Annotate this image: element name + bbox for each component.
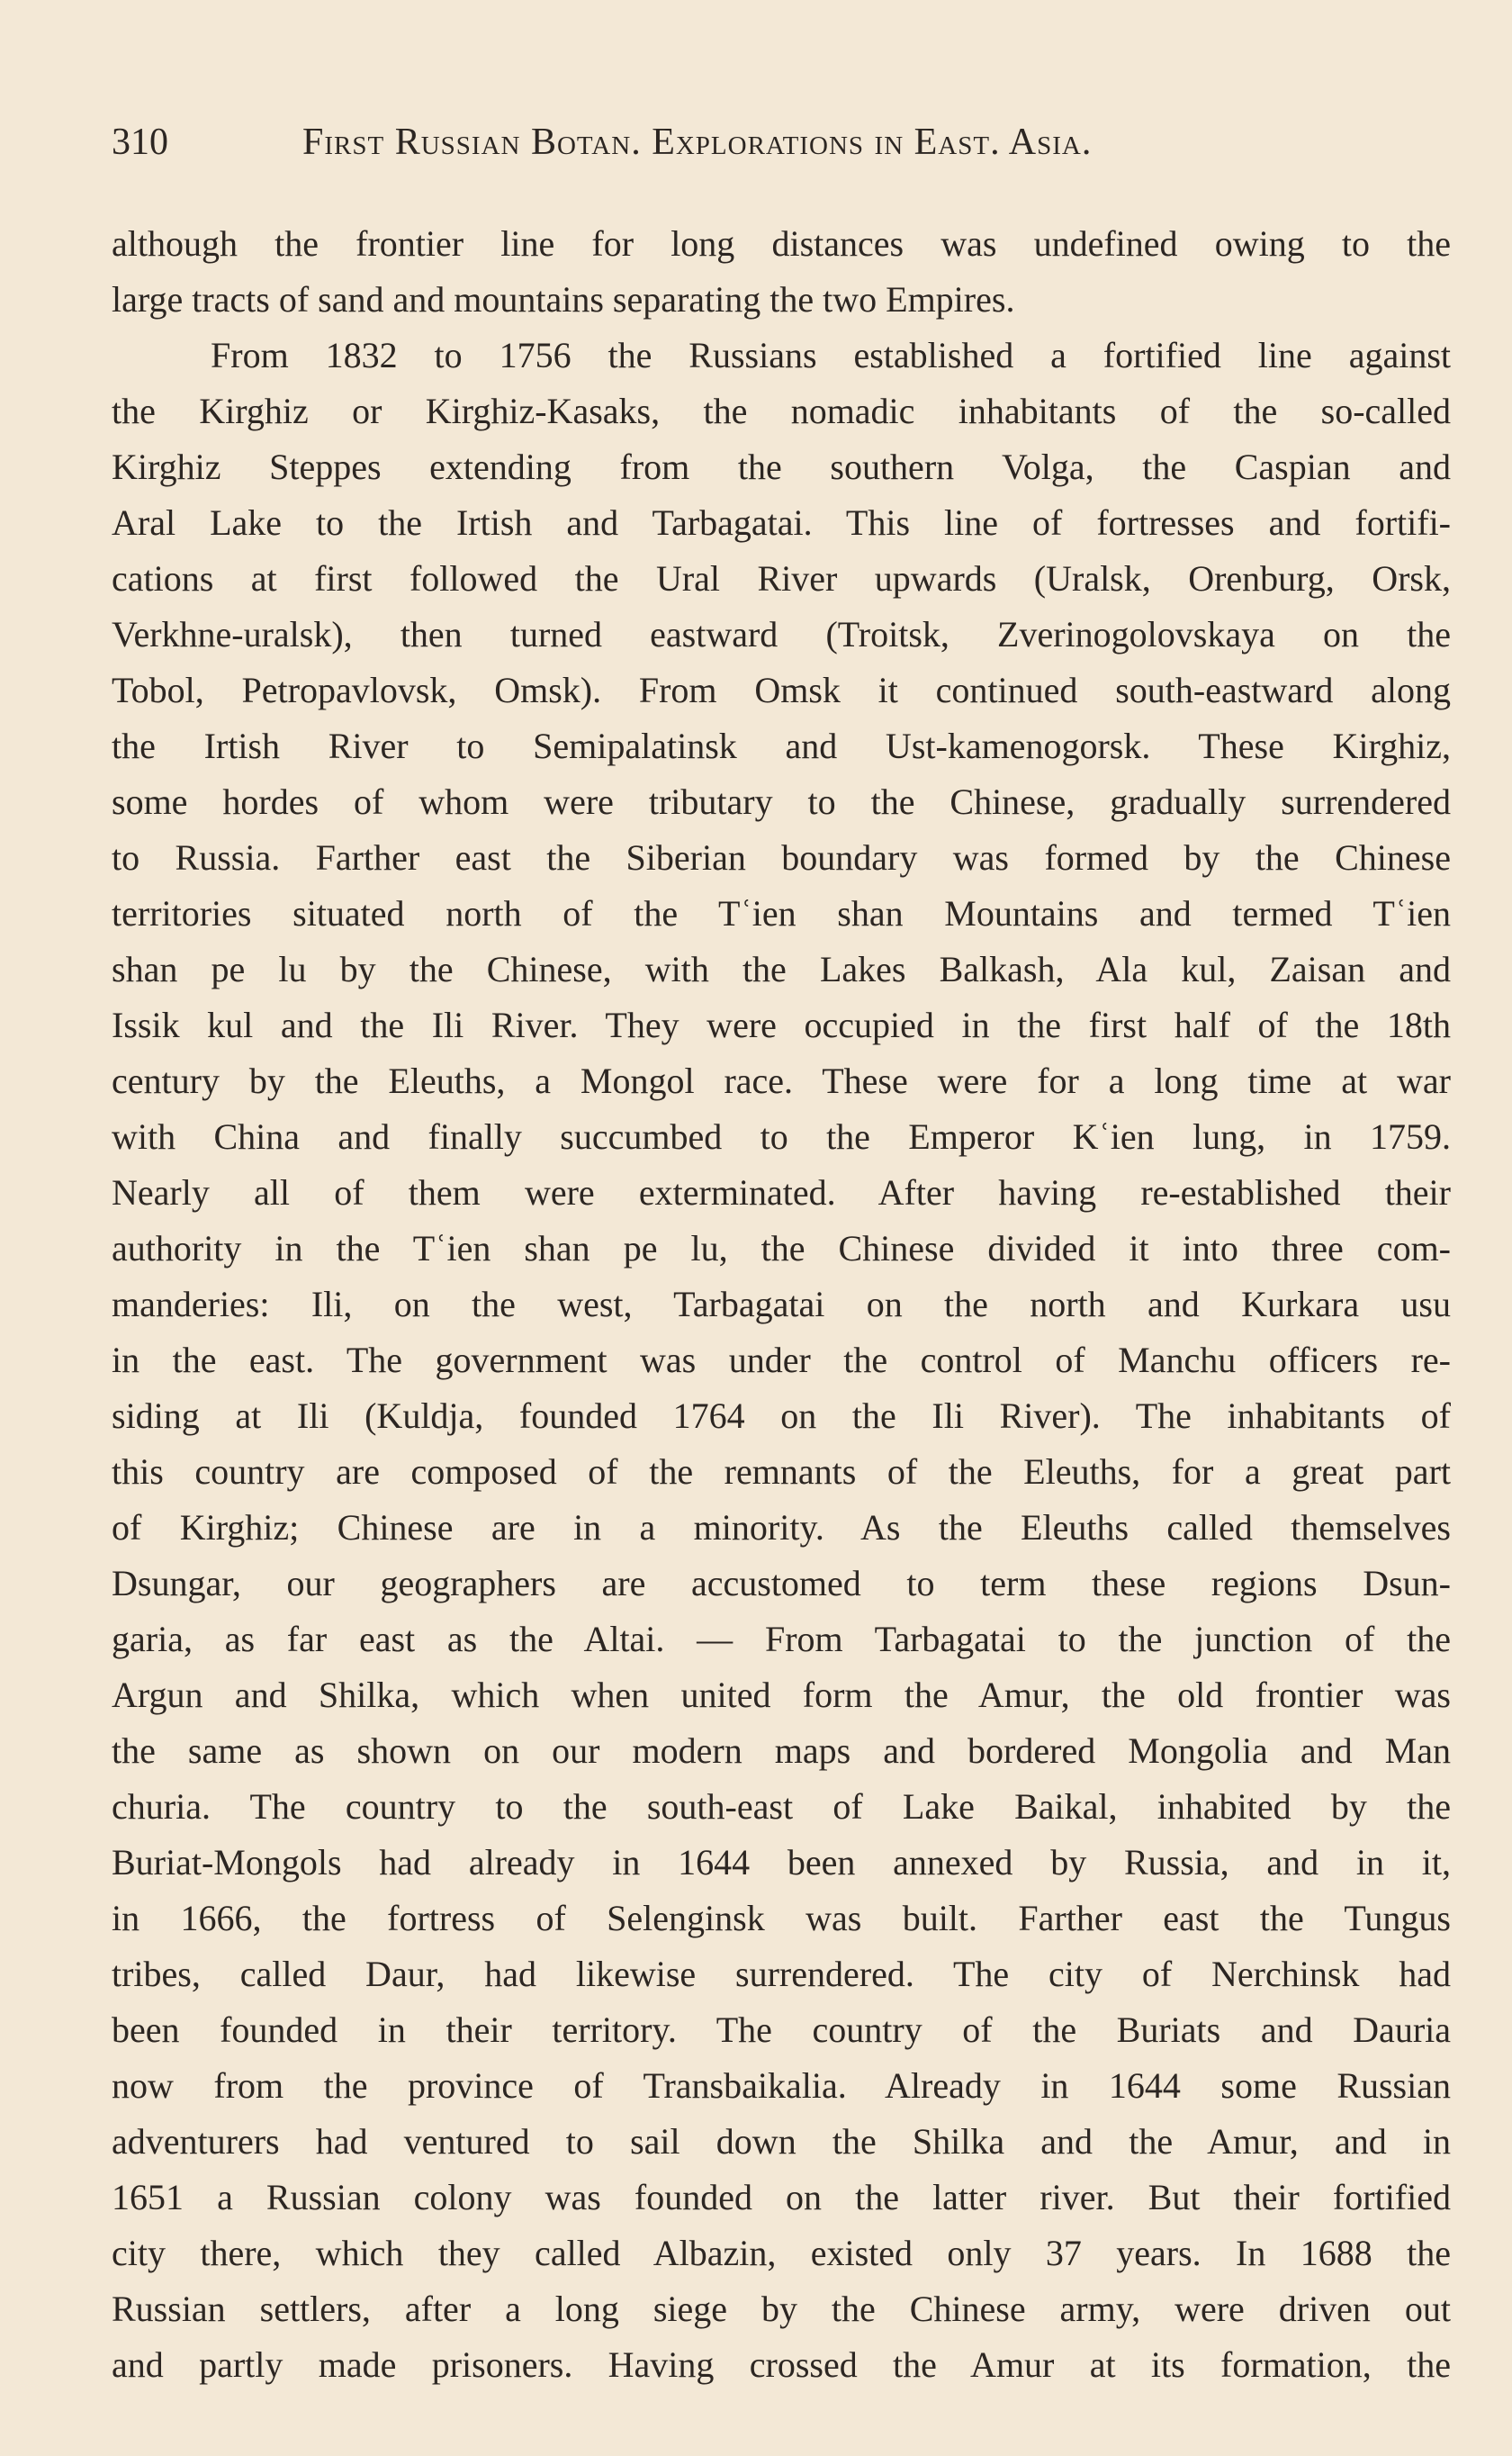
text-line: manderies: Ili, on the west, Tarbagatai on the north and Kurkara usu: [112, 1284, 1451, 1324]
text-line: Dsungar, our geographers are accustomed to term these regions Dsun-: [112, 1563, 1451, 1603]
text-line: tribes, called Daur, had likewise surrendered. The city of Nerchinsk had: [112, 1954, 1451, 1994]
page-header: [112, 115, 1458, 169]
text-line: Issik kul and the Ili River. They were occupied in the first half of the 18th: [112, 1005, 1451, 1045]
text-line: 1651 a Russian colony was founded on the latter river. But their fortified: [112, 2177, 1451, 2217]
text-line: of Kirghiz; Chinese are in a minority. As the Eleuths called themselves: [112, 1507, 1451, 1548]
text-line: churia. The country to the south-east of Lake Baikal, inhabited by the: [112, 1786, 1451, 1827]
text-line: with China and finally succumbed to the Emperor Kʿien lung, in 1759.: [112, 1116, 1451, 1157]
text-line: shan pe lu by the Chinese, with the Lakes Balkash, Ala kul, Zaisan and: [112, 949, 1451, 989]
text-line: in the east. The government was under the control of Manchu officers re-: [112, 1340, 1451, 1380]
text-line: authority in the Tʿien shan pe lu, the Chinese divided it into three com-: [112, 1228, 1451, 1269]
text-line: the same as shown on our modern maps and bordered Mongolia and Man: [112, 1730, 1451, 1771]
text-line: large tracts of sand and mountains separating the two Empires.: [112, 279, 1015, 320]
text-line: some hordes of whom were tributary to the Chinese, gradually surrendered: [112, 781, 1451, 822]
text-line: the Irtish River to Semipalatinsk and Ust-kamenogorsk. These Kirghiz,: [112, 726, 1451, 766]
text-line: in 1666, the fortress of Selenginsk was built. Farther east the Tungus: [112, 1898, 1451, 1938]
text-line: although the frontier line for long distances was undefined owing to the: [112, 223, 1451, 264]
text-line: Russian settlers, after a long siege by the Chinese army, were driven out: [112, 2289, 1451, 2329]
text-line: Buriat-Mongols had already in 1644 been annexed by Russia, and in it,: [112, 1842, 1451, 1883]
body-text: [112, 216, 1451, 2393]
text-line: century by the Eleuths, a Mongol race. These were for a long time at war: [112, 1061, 1451, 1101]
text-line: territories situated north of the Tʿien shan Mountains and termed Tʿien: [112, 893, 1451, 934]
text-line: Nearly all of them were exterminated. After having re-established their: [112, 1172, 1451, 1213]
text-line: been founded in their territory. The country of the Buriats and Dauria: [112, 2009, 1451, 2050]
text-line: to Russia. Farther east the Siberian boundary was formed by the Chinese: [112, 837, 1451, 878]
text-line: garia, as far east as the Altai. — From Tarbagatai to the junction of the: [112, 1619, 1451, 1659]
text-line: Verkhne-uralsk), then turned eastward (Troitsk, Zverinogolovskaya on the: [112, 614, 1451, 655]
text-line: Argun and Shilka, which when united form the Amur, the old frontier was: [112, 1675, 1451, 1715]
text-line: now from the province of Transbaikalia. Already in 1644 some Russian: [112, 2065, 1451, 2106]
text-line: the Kirghiz or Kirghiz-Kasaks, the nomadic inhabitants of the so-called: [112, 391, 1451, 431]
text-line: Aral Lake to the Irtish and Tarbagatai. This line of fortresses and fortifi-: [112, 502, 1451, 543]
text-line: and partly made prisoners. Having crossed the Amur at its formation, the: [112, 2344, 1451, 2385]
text-line: Tobol, Petropavlovsk, Omsk). From Omsk it continued south-eastward along: [112, 670, 1451, 710]
text-line: adventurers had ventured to sail down the Shilka and the Amur, and in: [112, 2121, 1451, 2162]
page-number: 310: [112, 122, 168, 163]
text-line: Kirghiz Steppes extending from the southern Volga, the Caspian and: [112, 447, 1451, 487]
text-line: cations at first followed the Ural River upwards (Uralsk, Orenburg, Orsk,: [112, 558, 1451, 599]
running-title: First Russian Botan. Explorations in East. Asia.: [302, 122, 1093, 163]
text-line: From 1832 to 1756 the Russians established a fortified line against: [211, 335, 1451, 375]
text-line: this country are composed of the remnants of the Eleuths, for a great part: [112, 1451, 1451, 1492]
text-line: city there, which they called Albazin, existed only 37 years. In 1688 the: [112, 2233, 1451, 2273]
text-line: siding at Ili (Kuldja, founded 1764 on the Ili River). The inhabitants of: [112, 1395, 1451, 1436]
